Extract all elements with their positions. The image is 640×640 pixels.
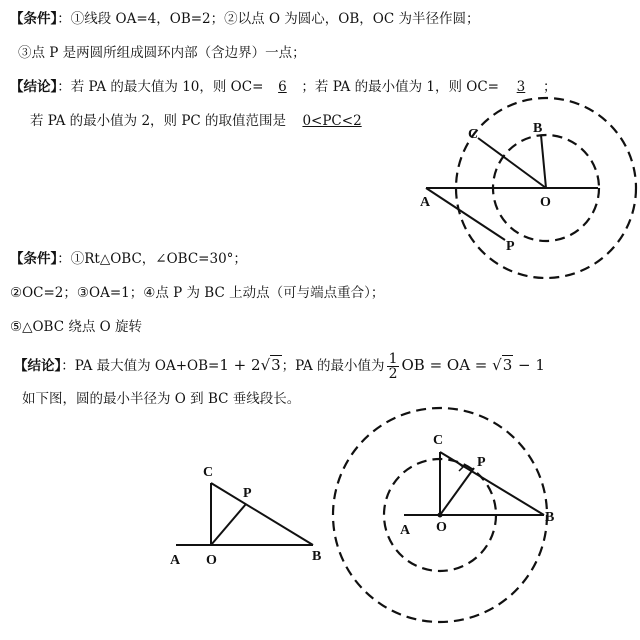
s2-max-expr-root: 3 <box>271 356 281 374</box>
s1-conclusion-text2: 若 PA 的最小值为 2，则 PC 的取值范围是 <box>30 113 287 129</box>
fig1-label-C: C <box>468 127 479 142</box>
s1-answer-3: 0<PC<2 <box>302 113 362 129</box>
s2-max-expr: 1 + 2√3 <box>219 356 281 374</box>
s2-condition-line3: ⑤△OBC 绕点 O 旋转 <box>10 319 142 335</box>
s2-frac-den: 2 <box>388 366 398 382</box>
fig3-right-angle-mark <box>458 463 463 471</box>
fig1-label-P: P <box>506 239 515 254</box>
s1-answer-1: 6 <box>278 79 287 95</box>
fig3-center-dot <box>438 513 443 518</box>
s1-conclusion-text-b: ；若 PA 的最小值为 1，则 OC= <box>301 79 499 95</box>
s2-min-expr-root: 3 <box>502 356 513 374</box>
fig3-label-O: O <box>436 520 447 535</box>
s2-conclusion-tag: 【结论】 <box>14 358 62 374</box>
fig2-label-O: O <box>206 553 217 568</box>
s1-conclusion-text-c: ； <box>542 79 557 95</box>
s2-condition-line2: ②OC=2；③OA=1；④点 P 为 BC 上动点（可与端点重合）； <box>10 285 385 301</box>
s2-condition-tag: 【条件】 <box>10 251 58 267</box>
s2-condition-text1: ：①Rt△OBC，∠OBC=30°； <box>57 251 247 267</box>
s2-conclusion-text-b: ；PA 的最小值为 <box>281 358 385 374</box>
fig1-label-A: A <box>420 195 431 210</box>
fig2-label-P: P <box>243 486 252 501</box>
fig3-label-B: B <box>545 510 555 525</box>
s1-conclusion-tag: 【结论】 <box>10 79 58 95</box>
s1-condition-text1: ：①线段 OA=4，OB=2；②以点 O 为圆心，OB，OC 为半径作圆； <box>57 11 480 27</box>
s2-frac-num: 1 <box>388 351 398 367</box>
s2-min-expr-tail: − 1 <box>513 356 545 374</box>
fig1-label-O: O <box>540 195 551 210</box>
fig1-label-B: B <box>533 121 543 136</box>
fig2-label-B: B <box>312 549 322 564</box>
fig3-label-C: C <box>433 433 444 448</box>
fig2-label-C: C <box>203 465 214 480</box>
s1-condition-tag: 【条件】 <box>10 11 58 27</box>
fig2-label-A: A <box>170 553 181 568</box>
fig3-line-CB <box>440 452 544 515</box>
s1-answer-2: 3 <box>516 79 526 95</box>
s2-min-expr: OB = OA = √3 − 1 <box>401 356 545 374</box>
s2-min-expr-mid: OB = OA = <box>401 356 493 374</box>
s1-conclusion-text-a: ：若 PA 的最大值为 10，则 OC= <box>57 79 264 95</box>
s2-note: 如下图，圆的最小半径为 O 到 BC 垂线段长。 <box>22 391 301 407</box>
fig3-label-P: P <box>477 455 486 470</box>
fig3-line-OP <box>440 468 474 515</box>
s2-conclusion-text-a: ：PA 最大值为 OA+OB= <box>61 358 220 374</box>
fig3-label-A: A <box>400 523 411 538</box>
s2-max-expr-prefix: 1 + 2 <box>219 356 261 374</box>
s1-condition-line2: ③点 P 是两圆所组成圆环内部（含边界）一点； <box>18 45 306 61</box>
